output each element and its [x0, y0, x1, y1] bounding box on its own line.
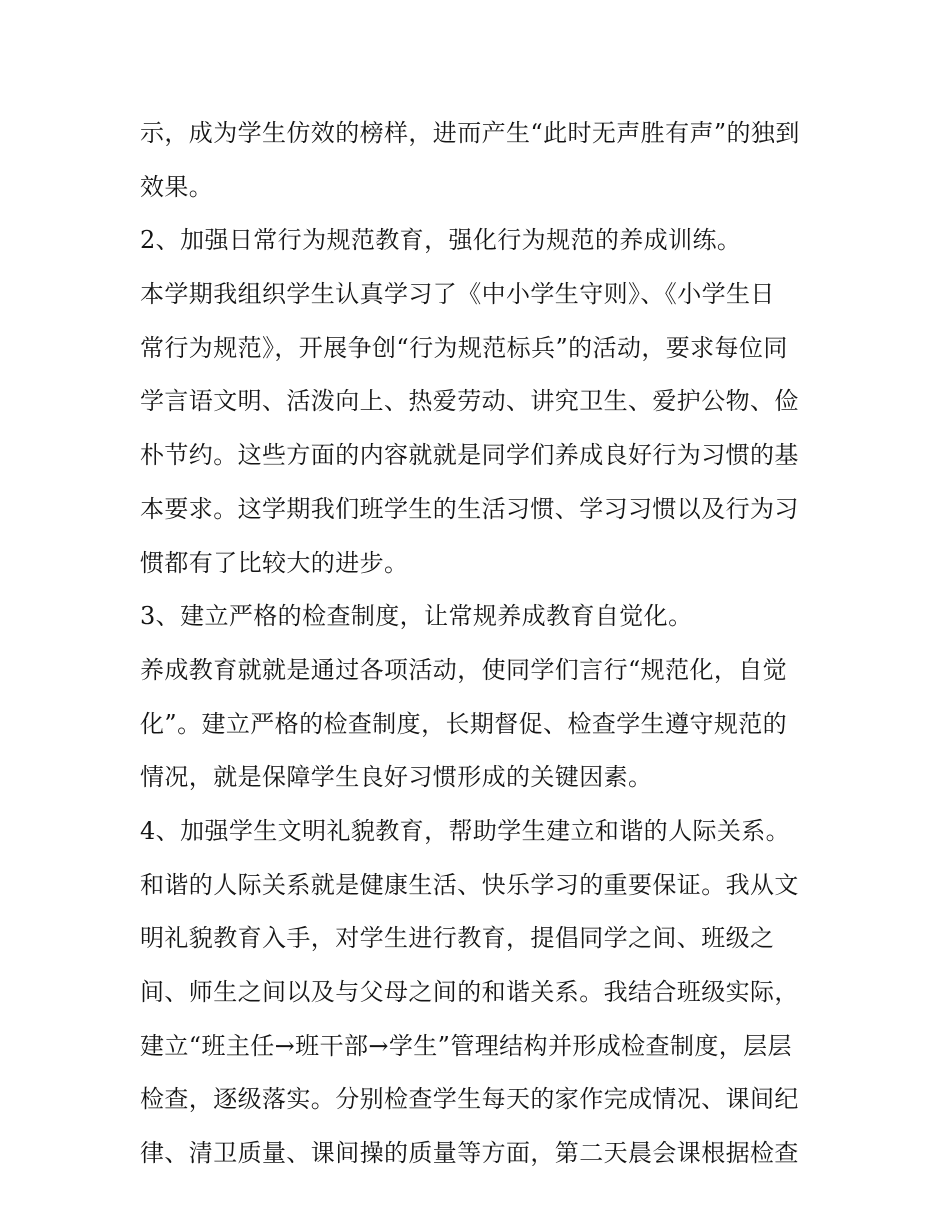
- text-line: 本要求。这学期我们班学生的生活习惯、学习习惯以及行为习: [140, 494, 799, 523]
- text-line: 学言语文明、活泼向上、热爱劳动、讲究卫生、爱护公物、俭: [140, 387, 799, 416]
- text-line: 朴节约。这些方面的内容就就是同学们养成良好行为习惯的基: [140, 441, 799, 470]
- text-line: 本学期我组织学生认真学习了《中小学生守则》、《小学生日: [140, 280, 775, 309]
- section-heading: 2、加强日常行为规范教育，强化行为规范的养成训练。: [140, 226, 742, 255]
- text-line: 建立“班主任→班干部→学生”管理结构并形成检查制度，层层: [140, 1031, 792, 1060]
- text-line: 情况，就是保障学生良好习惯形成的关键因素。: [140, 763, 653, 792]
- text-line: 和谐的人际关系就是健康生活、快乐学习的重要保证。我从文: [140, 870, 799, 899]
- section-heading: 3、建立严格的检查制度，让常规养成教育自觉化。: [140, 602, 693, 631]
- text-line: 间、师生之间以及与父母之间的和谐关系。我结合班级实际，: [140, 978, 799, 1006]
- section-heading: 4、加强学生文明礼貌教育，帮助学生建立和谐的人际关系。: [140, 816, 791, 845]
- text-line: 明礼貌教育入手，对学生进行教育，提倡同学之间、班级之: [140, 924, 775, 953]
- text-line: 律、清卫质量、课间操的质量等方面，第二天晨会课根据检查: [140, 1139, 799, 1168]
- text-line: 示，成为学生仿效的榜样，进而产生“此时无声胜有声”的独到: [140, 119, 800, 147]
- text-line: 检查，逐级落实。分别检查学生每天的家作完成情况、课间纪: [140, 1085, 799, 1114]
- document-body: [140, 107, 820, 1181]
- text-line: 常行为规范》，开展争创“行为规范标兵”的活动，要求每位同: [140, 333, 788, 362]
- text-line: 养成教育就就是通过各项活动，使同学们言行“规范化，自觉: [140, 655, 788, 684]
- text-line: 化”。建立严格的检查制度，长期督促、检查学生遵守规范的: [140, 709, 788, 738]
- text-line: 效果。: [140, 172, 214, 201]
- text-line: 惯都有了比较大的进步。: [140, 548, 409, 577]
